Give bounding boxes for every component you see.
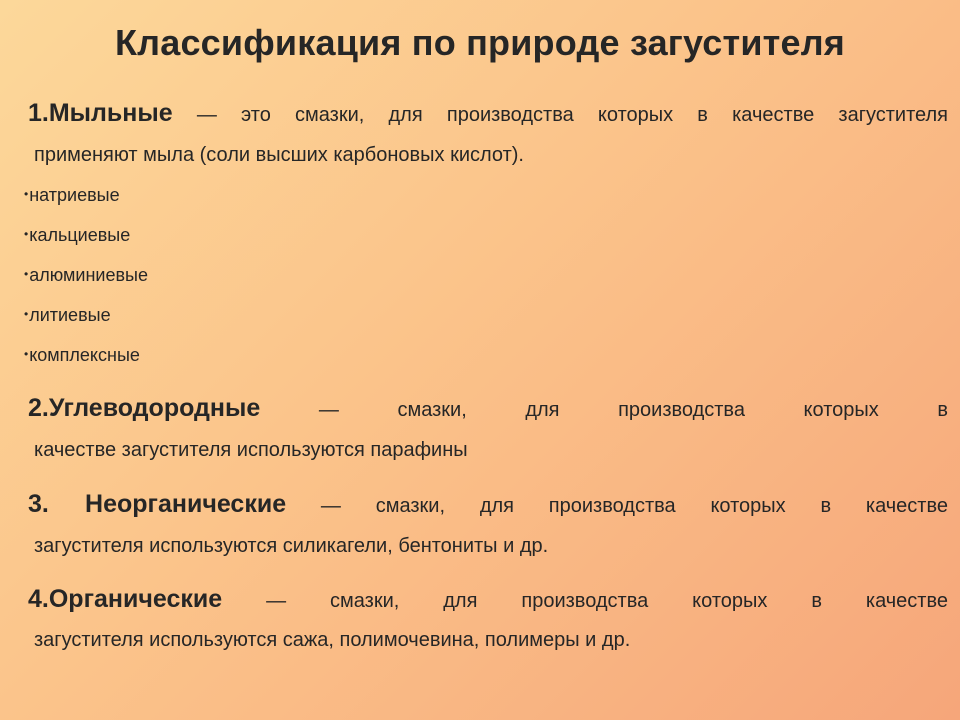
section-4-line2: загустителя используются сажа, полимочевина, полимеры и др.: [34, 629, 631, 651]
section-4-line1: [28, 579, 948, 621]
section-1-definition: — это смазки, для производства которых в качестве загустителя: [172, 104, 948, 126]
list-item: •литиевые: [24, 305, 111, 325]
bullet-icon: •: [24, 267, 29, 281]
list-item: •алюминиевые: [24, 265, 148, 285]
section-1-term: 1.Мыльные: [28, 99, 173, 127]
bullet-icon: •: [24, 307, 29, 321]
section-3-line1: [28, 484, 948, 526]
list-item: •натриевые: [24, 185, 120, 205]
section-2-line1: [28, 388, 948, 430]
section-2-term: 2.Углеводородные: [28, 394, 261, 422]
section-3-definition: — смазки, для производства которых в качестве: [286, 495, 948, 517]
section-2-definition: — смазки, для производства которых в: [260, 399, 948, 421]
bullet-icon: •: [24, 347, 29, 361]
slide-title: Классификация по природе загустителя: [114, 22, 846, 63]
list-item: •комплексные: [24, 345, 140, 365]
section-1-line2: применяют мыла (соли высших карбоновых кислот).: [34, 144, 524, 166]
section-3-line2: загустителя используются силикагели, бентониты и др.: [34, 535, 549, 557]
section-2-line2: качестве загустителя используются парафины: [34, 439, 468, 461]
bullet-icon: •: [24, 227, 29, 241]
list-item: •кальциевые: [24, 225, 131, 245]
soap-types-list: [24, 174, 148, 374]
section-4-term: 4.Органические: [28, 585, 223, 613]
section-3-term: 3. Неорганические: [28, 490, 287, 518]
section-4-definition: — смазки, для производства которых в качестве: [222, 590, 948, 612]
section-1-line1: [28, 93, 948, 135]
bullet-icon: •: [24, 187, 29, 201]
